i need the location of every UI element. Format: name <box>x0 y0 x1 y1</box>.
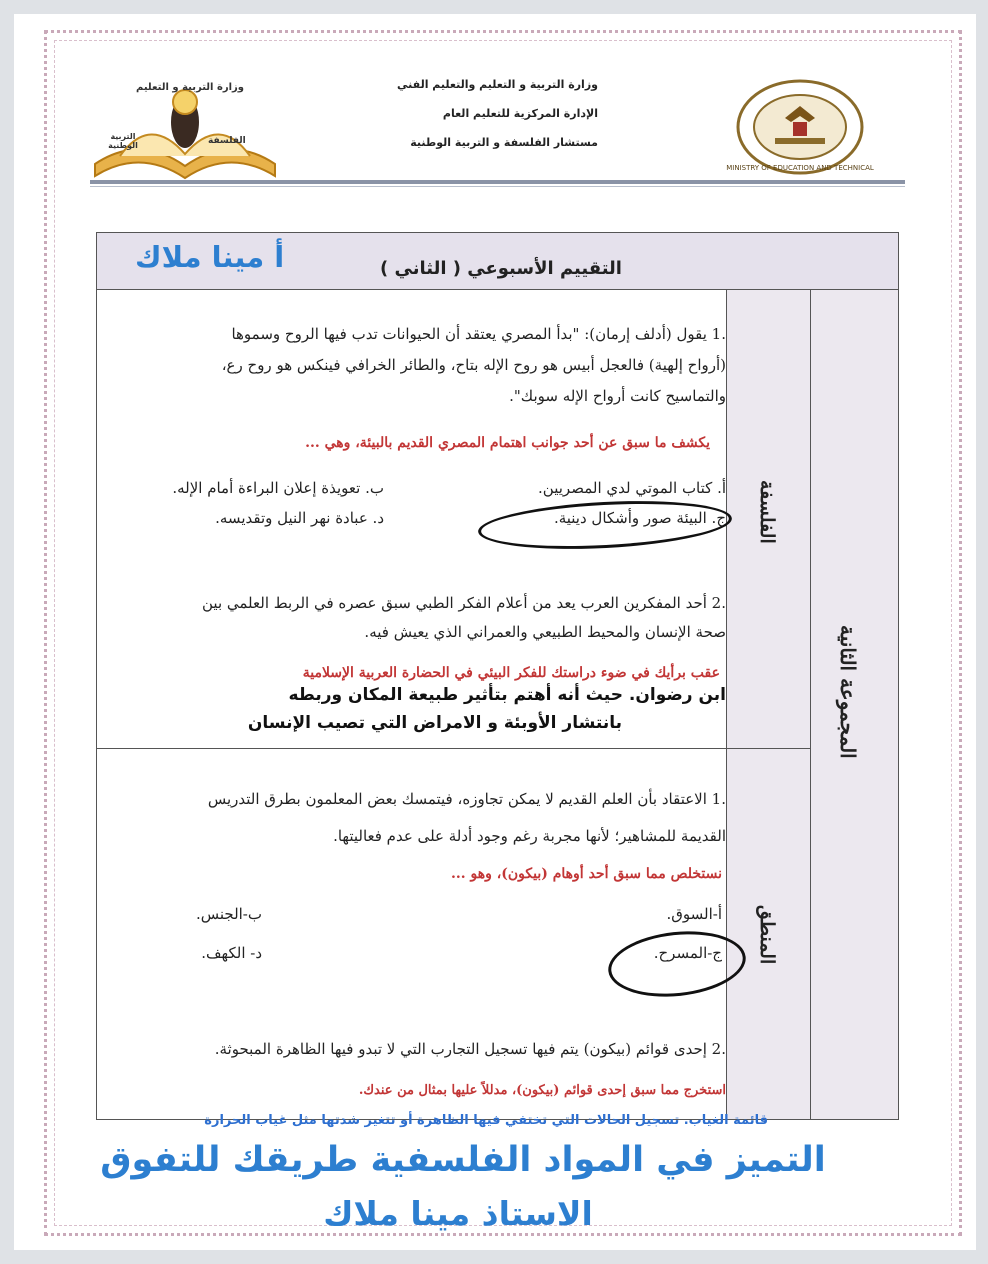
philosophy-q2-line2: صحة الإنسان والمحيط الطبيعي والعمراني الذي يعيش فيه. <box>364 623 726 641</box>
logo-right-text: الفلسفة <box>208 136 246 146</box>
assessment-title: التقييم الأسبوعي ( الثاني ) <box>380 258 622 279</box>
ministry-seal-logo <box>726 78 874 176</box>
footer-teacher: الاستاذ مينا ملاك <box>323 1194 593 1233</box>
logic-q2-prompt: استخرج مما سبق إحدى قوائم (بيكون)، مدللاً عليها بمثال من عندك. <box>358 1083 726 1098</box>
logic-q1-prompt: نستخلص مما سبق أحد أوهام (بيكون)، وهو ... <box>450 866 722 882</box>
ministry-line: وزارة التربية و التعليم والتعليم الفني <box>397 78 598 91</box>
logic-q2-answer: قائمة الغياب. تسجيل الحالات التي تختفي فيها الظاهرة أو تتغير شدتها مثل غياب الحرارة <box>204 1113 768 1128</box>
logo-left-text: التربية الوطنية <box>108 132 138 150</box>
logic-q1-line1: .1 الاعتقاد بأن العلم القديم لا يمكن تجاوزه، فيتمسك بعض المعلمون بطرق التدريس <box>207 790 726 808</box>
logic-q1-option-b: ب-الجنس. <box>195 905 262 923</box>
philosophy-q2-answer-line2: بانتشار الأوبئة و الامراض التي تصيب الإنسان <box>247 713 622 733</box>
philosophy-q2-line1: .2 أحد المفكرين العرب يعد من أعلام الفكر الطبي سبق عصره في الربط العلمي بين <box>202 594 726 612</box>
philosophy-q1-option-b: ب. تعويذة إعلان البراءة أمام الإله. <box>172 479 384 497</box>
philosophy-q1-prompt: يكشف ما سبق عن أحد جوانب اهتمام المصري القديم بالبيئة، وهي ... <box>305 435 710 451</box>
philosophy-book-logo <box>90 74 280 184</box>
logic-subject-label: المنطق <box>756 905 778 965</box>
logo-top-text: وزارة التربية و التعليم <box>135 82 245 93</box>
philosophy-q1-option-c: ج. البيئة صور وأشكال دينية. <box>553 509 726 527</box>
advisor-line: مستشار الفلسفة و التربية الوطنية <box>410 136 598 149</box>
philosophy-q2-prompt: عقب برأيك في ضوء دراستك للفكر البيئي في الحضارة العربية الإسلامية <box>302 665 720 681</box>
philosophy-q1-line2: (أرواح إلهية) فالعجل أبيس هو روح الإله بتاح، والطائر الخرافي فينكس هو روح رع، <box>221 356 726 374</box>
central-admin-line: الإدارة المركزية للتعليم العام <box>442 107 598 120</box>
header-text <box>338 70 598 157</box>
teacher-name-tag: أ مينا ملاك <box>135 240 285 274</box>
logic-q1-line2: القديمة للمشاهير؛ لأنها مجربة رغم وجود أدلة على عدم فعاليتها. <box>333 827 726 845</box>
logic-q1-option-c: ج-المسرح. <box>653 944 722 962</box>
philosophy-q1-option-a: أ. كتاب الموتي لدي المصريين. <box>538 479 726 497</box>
logic-q1-option-a: أ-السوق. <box>666 905 722 923</box>
logic-q2-line1: .2 إحدى قوائم (بيكون) يتم فيها تسجيل التجارب التي لا تبدو فيها الظاهرة المبحوثة. <box>214 1040 726 1058</box>
footer-slogan: التميز في المواد الفلسفية طريقك للتفوق <box>100 1140 826 1180</box>
philosophy-subject-label: الفلسفة <box>756 480 778 544</box>
philosophy-q1-option-d: د. عبادة نهر النيل وتقديسه. <box>215 509 384 527</box>
header-divider-thin <box>90 186 905 187</box>
philosophy-q1-line3: والتماسيح كانت أرواح الإله سوبك". <box>509 387 726 405</box>
header-divider <box>90 180 905 184</box>
philosophy-q1-line1: .1 يقول (أدلف إرمان): "بدأ المصري يعتقد أن الحيوانات تدب فيها الروح وسموها <box>231 325 726 343</box>
seal-text: MINISTRY OF EDUCATION AND TECHNICAL <box>726 164 874 172</box>
philosophy-q2-answer-line1: ابن رضوان. حيث أنه أهتم بتأثير طبيعة المكان وربطه <box>288 685 726 705</box>
group-label: المجموعة الثانية <box>836 625 860 759</box>
logic-q1-option-d: د- الكهف. <box>201 944 262 962</box>
